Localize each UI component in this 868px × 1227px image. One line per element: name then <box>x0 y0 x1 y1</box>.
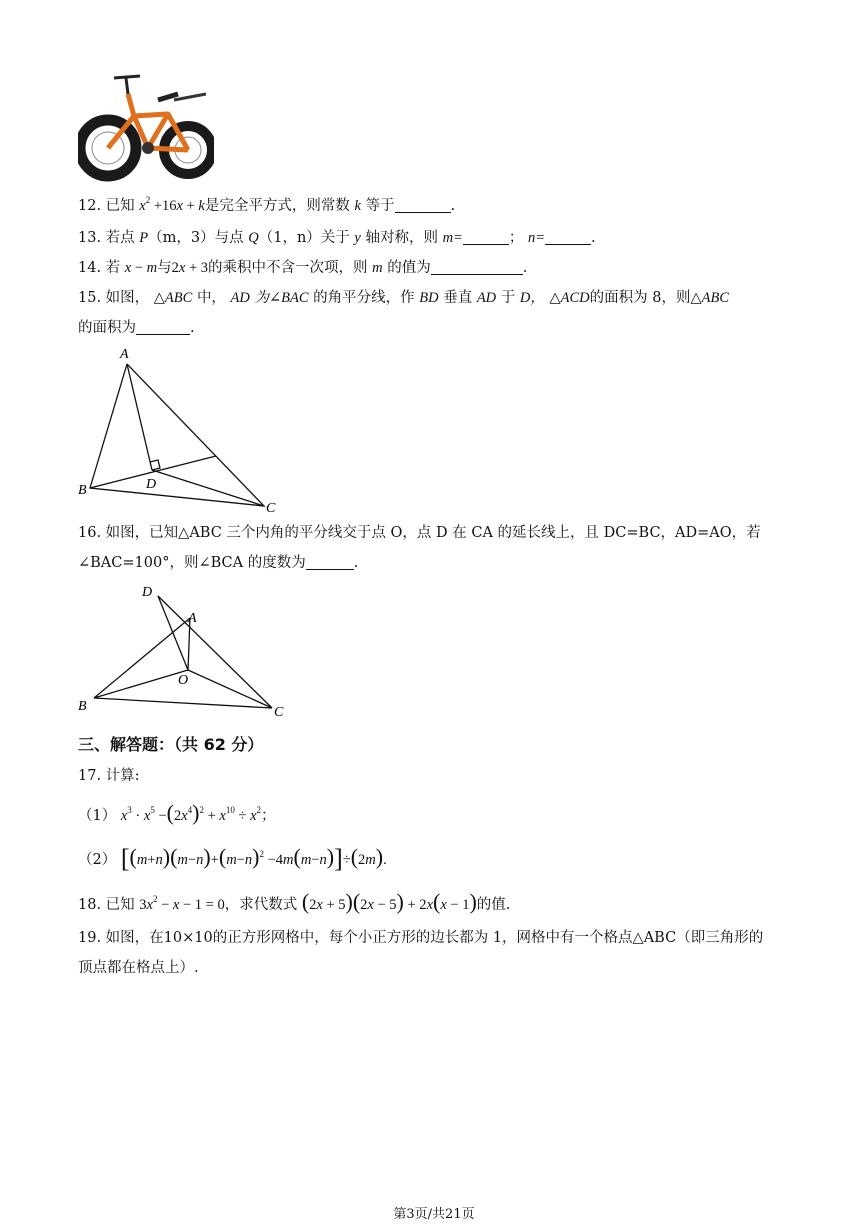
q16-text-line2: ∠BAC=100°，则∠BCA 的度数为 <box>78 555 306 571</box>
question-17-part-1 <box>78 800 276 826</box>
label-b: B <box>78 483 87 498</box>
q18-condition: $3x^2 - x - 1 = 0$ <box>139 894 225 913</box>
label-a: A <box>120 347 129 362</box>
q14-expr2: 2x + 3 <box>171 260 209 276</box>
answer-blank-n[interactable] <box>545 230 591 245</box>
q14-text: 14. 若 <box>78 260 121 276</box>
period: . <box>353 555 359 571</box>
q12-text: 12. 已知 <box>78 198 135 214</box>
question-19-line1 <box>78 928 763 948</box>
segment-ad-2: AD <box>476 290 497 306</box>
axis-y: y <box>354 230 361 246</box>
label-c: C <box>274 705 284 720</box>
question-15-line1 <box>78 288 729 308</box>
q18-text-post: 的值. <box>476 897 511 913</box>
question-14 <box>78 258 527 278</box>
q13-text-post2: 轴对称，则 <box>365 230 438 246</box>
section-3-title: 三、解答题：（共 62 分） <box>78 735 264 754</box>
q15-text-yu: 于 <box>500 290 516 306</box>
question-13 <box>78 228 596 248</box>
answer-blank[interactable] <box>306 555 354 570</box>
q12-text-post: 等于 <box>365 198 395 214</box>
q18-expression: (2x + 5)(2x − 5) + 2x(x − 1) <box>301 889 477 914</box>
q12-var: k <box>354 198 361 214</box>
angle-bac: 为∠BAC <box>254 290 309 306</box>
q18-text: 18. 已知 <box>78 897 135 913</box>
point-p-coords: （m，3） <box>148 230 215 246</box>
triangle-acd: △ACD <box>549 290 590 306</box>
point-q-coords: （1，n） <box>258 230 321 246</box>
answer-blank-m[interactable] <box>463 230 509 245</box>
answer-blank[interactable] <box>136 320 190 335</box>
q17-part2-expression: $[(m+n)(m-n)+(m-n)^2 -4m(m-n)]\div(2m)$. <box>120 844 387 873</box>
period: . <box>450 198 456 214</box>
q15-text-line2: 的面积为 <box>78 320 136 336</box>
m-label: m= <box>442 230 463 246</box>
question-12 <box>78 196 455 216</box>
q13-text-mid: 与点 <box>214 230 244 246</box>
answer-blank[interactable] <box>395 198 451 213</box>
segment-bd: BD <box>419 290 439 306</box>
q13-text-post: 关于 <box>320 230 350 246</box>
question-17-title <box>78 766 140 786</box>
q15-text-vert: 垂直 <box>443 290 473 306</box>
question-19-line2 <box>78 958 199 978</box>
q14-text-post2: 的值为 <box>387 260 431 276</box>
q17-part2-label: （2） <box>78 852 117 868</box>
triangle-abc-2: △ABC <box>690 290 730 306</box>
q16-text-line1: 16. 如图，已知△ABC 三个内角的平分线交于点 O，点 D 在 CA 的延长线上，且 DC=BC，AD=AO，若 <box>78 525 761 541</box>
segment-ad: AD <box>230 290 250 306</box>
q17-part1-label: （1） <box>78 808 117 824</box>
q15-text: 15. 如图， <box>78 290 150 306</box>
q13-text: 13. 若点 <box>78 230 135 246</box>
question-15-line2 <box>78 318 195 338</box>
answer-blank[interactable] <box>431 260 523 275</box>
label-c: C <box>266 501 276 516</box>
q18-text-mid: ，求代数式 <box>224 897 298 913</box>
question-18 <box>78 889 511 915</box>
period: . <box>522 260 528 276</box>
q19-text-line1: 19. 如图，在10×10的正方形网格中，每个小正方形的边长都为 1，网格中有一个格点△ABC（即三角形的 <box>78 930 764 946</box>
label-b: B <box>78 699 87 714</box>
q14-var: m <box>372 260 383 276</box>
label-d: D <box>142 585 153 600</box>
period: . <box>190 320 195 336</box>
q19-text-line2: 顶点都在格点上）. <box>78 960 199 976</box>
q14-expr1: x − m <box>124 260 158 276</box>
q17-part1-expression: $x^3 \cdot x^5 -(2x^4)^2 + x^{10} \div x^2$； <box>120 800 276 825</box>
q12-expression: $x^2 +16x + k$ <box>139 195 205 214</box>
point-p: P <box>139 230 149 246</box>
period: . <box>590 230 596 246</box>
point-q: Q <box>248 230 259 246</box>
bicycle-image <box>78 64 214 186</box>
separator: ； <box>508 230 524 246</box>
q14-text-mid: 与 <box>157 260 172 276</box>
q15-text-mid2: 的角平分线，作 <box>313 290 415 306</box>
q15-text-mid: 中， <box>196 290 226 306</box>
label-d: D <box>146 477 157 492</box>
n-label: n= <box>527 230 545 246</box>
point-d: D， <box>519 290 545 306</box>
label-a: A <box>188 611 197 626</box>
label-o: O <box>178 673 189 688</box>
page-footer: 第3页/共21页 <box>393 1207 475 1222</box>
figure-15-triangle <box>78 340 288 518</box>
figure-16-triangle <box>78 580 298 720</box>
question-16-line1 <box>78 523 761 543</box>
question-17-part-2 <box>78 844 387 873</box>
q12-text-mid: 是完全平方式，则常数 <box>204 198 350 214</box>
q15-text-area: 的面积为 8，则 <box>589 290 691 306</box>
q17-title: 17. 计算: <box>78 768 140 784</box>
q14-text-post: 的乘积中不含一次项，则 <box>208 260 368 276</box>
question-16-line2 <box>78 553 358 573</box>
triangle-abc: △ABC <box>153 290 193 306</box>
